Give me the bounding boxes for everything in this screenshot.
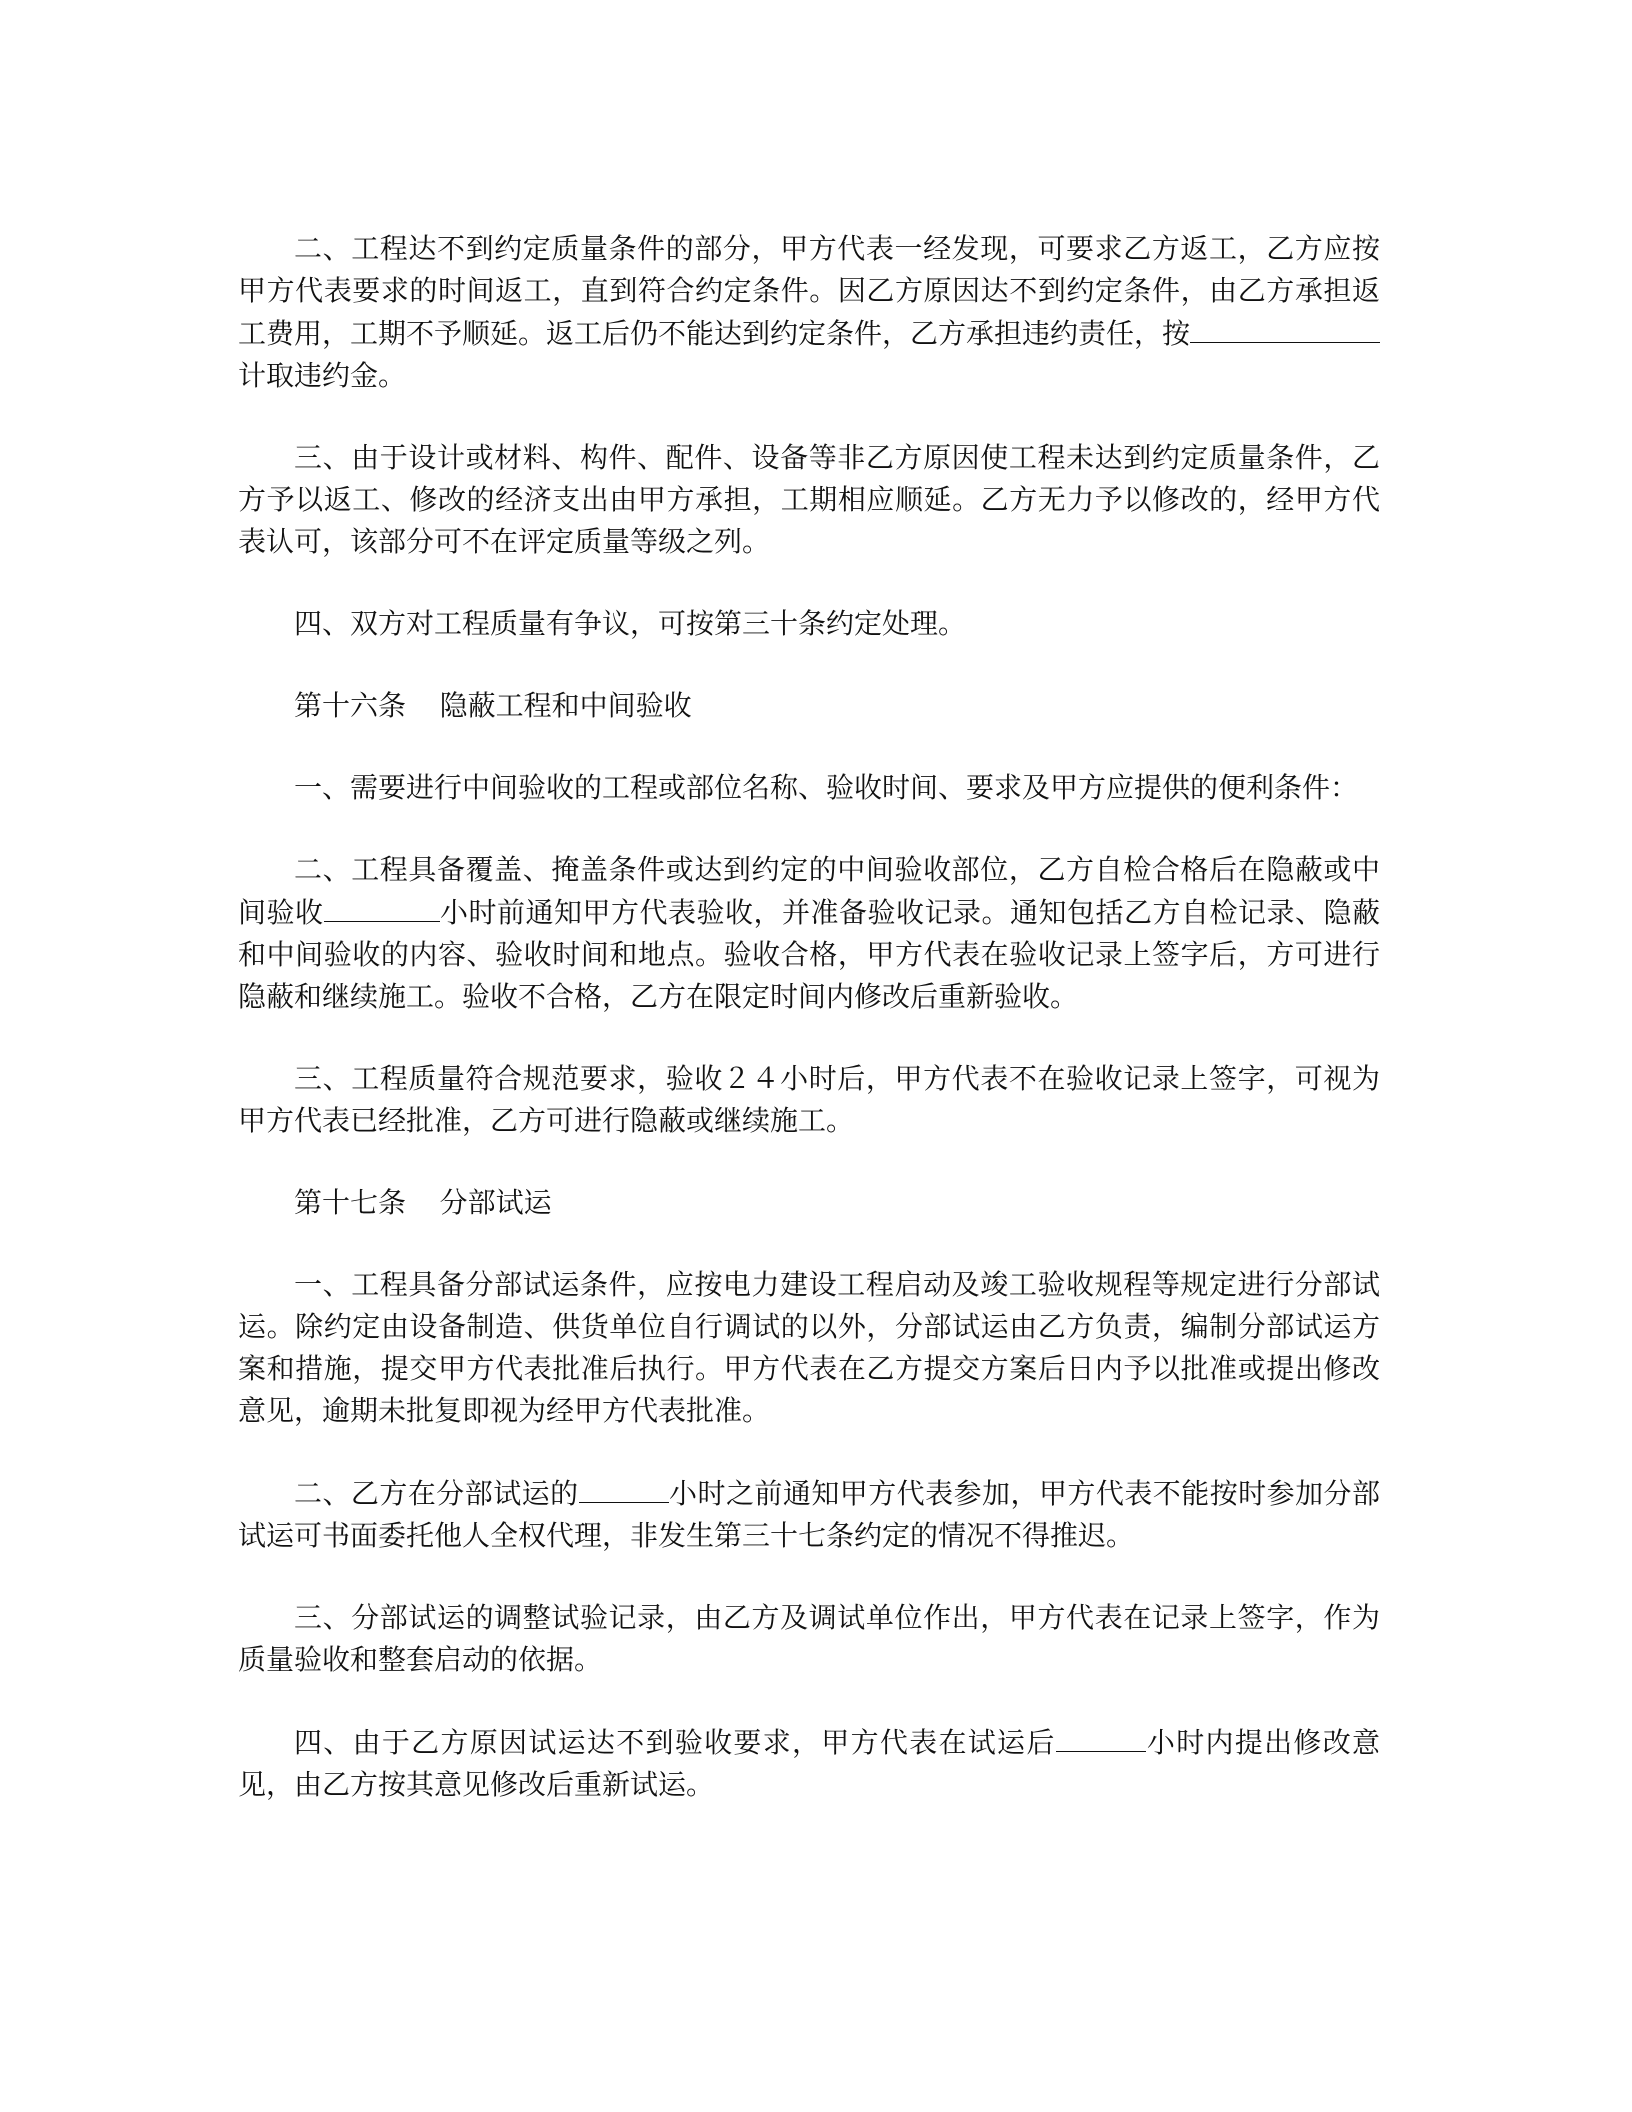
article-title: 分部试运 (439, 1186, 552, 1219)
paragraph-text: 二、乙方在分部试运的 (294, 1477, 579, 1510)
document-page (238, 228, 1380, 1846)
article-number: 第十六条 (294, 689, 407, 722)
article-16-heading (238, 685, 1380, 727)
paragraph-sub-commissioning-notice (238, 1472, 1380, 1557)
paragraph-text: 二、工程具备覆盖、掩盖条件或达到约定的中间验收部位，乙方自检合格后在隐蔽或中间验收 (238, 853, 1380, 929)
paragraph-intermediate-acceptance-items: 一、需要进行中间验收的工程或部位名称、验收时间、要求及甲方应提供的便利条件： (294, 771, 1359, 804)
paragraph-quality-dispute: 四、双方对工程质量有争议，可按第三十条约定处理。 (294, 607, 967, 640)
article-number: 第十七条 (294, 1186, 407, 1219)
paragraph-non-contractor-cause: 三、由于设计或材料、构件、配件、设备等非乙方原因使工程未达到约定质量条件，乙方予以返工、修改的经济支出由甲方承担，工期相应顺延。乙方无力予以修改的，经甲方代表认可，该部分可不在评定质量等级之列。 (238, 441, 1380, 558)
fill-blank-penalty[interactable] (1190, 312, 1380, 343)
fill-blank-hours[interactable] (579, 1472, 669, 1503)
paragraph-text: 小时内提出修改意见，由乙方按其意见修改后重新试运。 (238, 1726, 1380, 1801)
article-17-heading (238, 1182, 1380, 1224)
paragraph-text: 二、工程达不到约定质量条件的部分，甲方代表一经发现，可要求乙方返工，乙方应按甲方代表要求的时间返工，直到符合约定条件。因乙方原因达不到约定条件，由乙方承担返工费用，工期不予顺延。返工后仍不能达到约定条件，乙方承担违约责任，按 (238, 232, 1380, 350)
paragraph-test-records: 三、分部试运的调整试验记录，由乙方及调试单位作出，甲方代表在记录上签字，作为质量验收和整套启动的依据。 (238, 1601, 1380, 1676)
paragraph-24-hour-approval: 三、工程质量符合规范要求，验收２４小时后，甲方代表不在验收记录上签字，可视为甲方代表已经批准，乙方可进行隐蔽或继续施工。 (238, 1062, 1380, 1137)
fill-blank-hours[interactable] (1056, 1721, 1146, 1752)
paragraph-sub-commissioning: 一、工程具备分部试运条件，应按电力建设工程启动及竣工验收规程等规定进行分部试运。除约定由设备制造、供货单位自行调试的以外，分部试运由乙方负责，编制分部试运方案和措施，提交甲方代表批准后执行。甲方代表在乙方提交方案后日内予以批准或提出修改意见，逾期未批复即视为经甲方代表批准。 (238, 1268, 1380, 1427)
fill-blank-hours[interactable] (324, 891, 440, 922)
paragraph-text: 计取违约金。 (238, 359, 407, 392)
paragraph-quality-rework (238, 228, 1380, 397)
paragraph-text: 四、由于乙方原因试运达不到验收要求，甲方代表在试运后 (294, 1726, 1056, 1759)
paragraph-text: 小时之前通知甲方代表参加，甲方代表不能按时参加分部试运可书面委托他人全权代理，非发生第三十七条约定的情况不得推迟。 (238, 1477, 1380, 1552)
article-title: 隐蔽工程和中间验收 (439, 689, 692, 722)
paragraph-text: 小时前通知甲方代表验收，并准备验收记录。通知包括乙方自检记录、隐蔽和中间验收的内容、验收时间和地点。验收合格，甲方代表在验收记录上签字后，方可进行隐蔽和继续施工。验收不合格，乙方在限定时间内修改后重新验收。 (238, 896, 1380, 1013)
paragraph-retest (238, 1721, 1380, 1806)
paragraph-concealment-notice (238, 849, 1380, 1018)
